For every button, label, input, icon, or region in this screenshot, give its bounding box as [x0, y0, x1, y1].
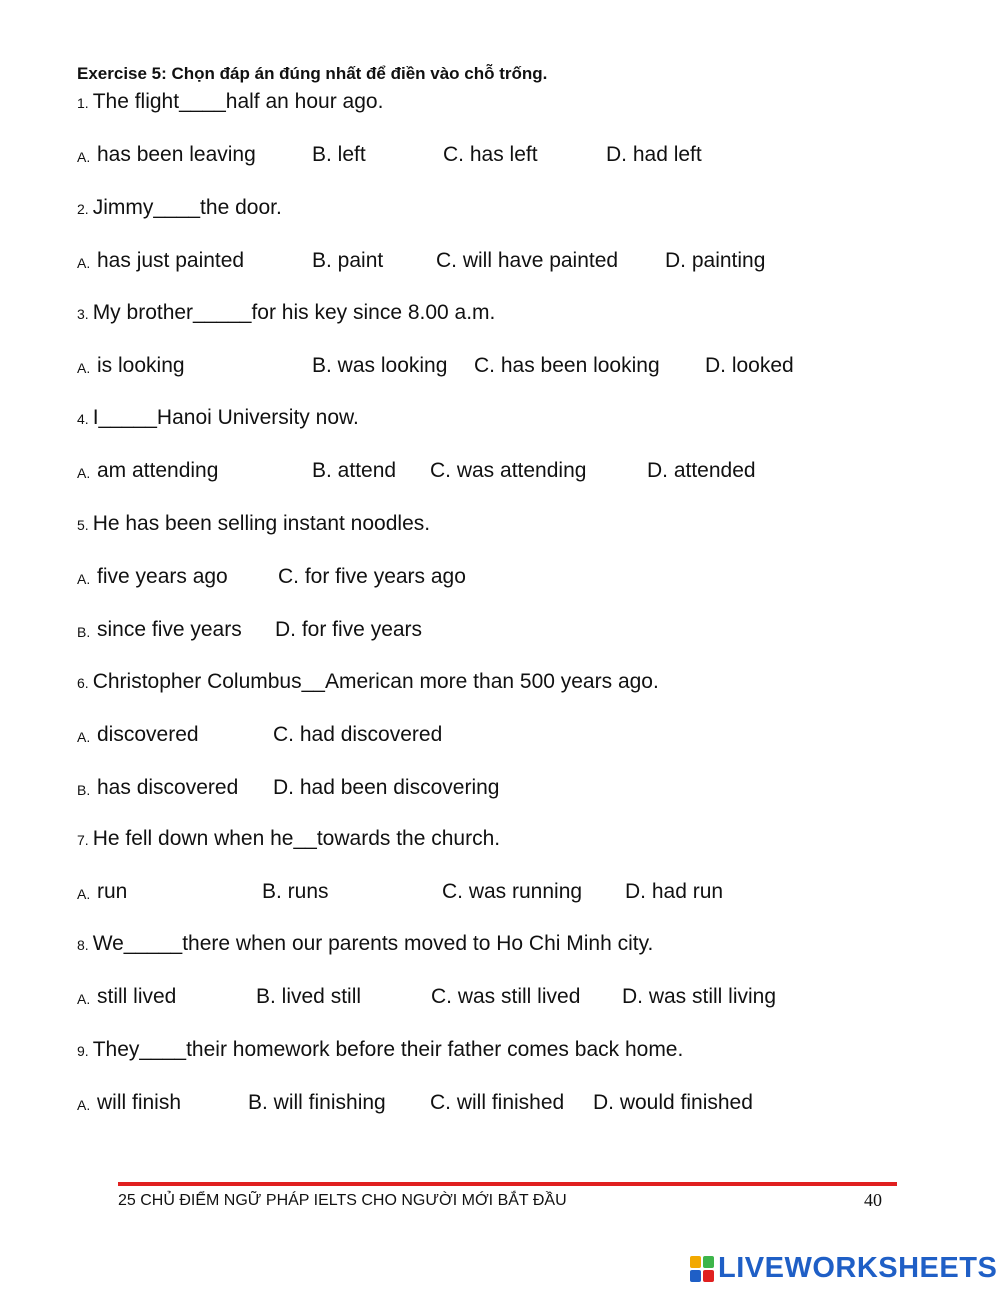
answer-option: D. had left	[606, 143, 702, 166]
option-letter: A.	[77, 255, 91, 271]
option-letter: A.	[77, 465, 91, 481]
question-number: 2.	[77, 201, 89, 217]
question-number: 5.	[77, 517, 89, 533]
option-letter: A.	[77, 886, 91, 902]
liveworksheets-logo-icon	[690, 1256, 714, 1282]
answer-option: B. lived still	[256, 985, 362, 1008]
question-9	[77, 1038, 683, 1062]
answer-option: C. was attending	[430, 459, 587, 482]
answer-option: C. had discovered	[273, 723, 443, 746]
question-number: 9.	[77, 1043, 89, 1059]
answer-option: still lived	[97, 985, 177, 1008]
option-letter: A.	[77, 360, 91, 376]
question-text: We_____there when our parents moved to Ho Chi Minh city.	[92, 932, 654, 955]
question-number: 6.	[77, 675, 89, 691]
answer-option: discovered	[97, 723, 199, 746]
answer-option: B. left	[312, 143, 366, 166]
question-number: 4.	[77, 411, 89, 427]
answer-option: B. will finishing	[248, 1091, 386, 1114]
answer-option: will finish	[97, 1091, 182, 1114]
question-text: My brother_____for his key since 8.00 a.m.	[92, 301, 496, 324]
answer-option: D. painting	[665, 249, 766, 272]
answer-option: C. for five years ago	[278, 565, 466, 588]
page-number: 40	[864, 1190, 882, 1210]
question-number: 8.	[77, 937, 89, 953]
answer-option: D. was still living	[622, 985, 777, 1008]
question-text: He fell down when he__towards the church.	[92, 827, 501, 850]
question-text: They____their homework before their father comes back home.	[92, 1038, 684, 1061]
question-text: I_____Hanoi University now.	[92, 406, 359, 429]
question-8	[77, 932, 653, 956]
answer-option: C. will finished	[430, 1091, 565, 1114]
answer-option: is looking	[97, 354, 185, 377]
option-letter: A.	[77, 571, 91, 587]
liveworksheets-logo	[690, 1252, 997, 1285]
answer-option: C. has been looking	[474, 354, 660, 377]
answer-option: B. was looking	[312, 354, 448, 377]
answer-option: C. was still lived	[431, 985, 581, 1008]
answer-option: run	[97, 880, 128, 903]
question-1	[77, 90, 383, 114]
option-letter: A.	[77, 729, 91, 745]
answer-option: has discovered	[97, 776, 239, 799]
answer-option: has been leaving	[97, 143, 256, 166]
question-text: Jimmy____the door.	[92, 196, 282, 219]
option-letter: A.	[77, 1097, 91, 1113]
question-7	[77, 827, 500, 851]
question-text: The flight____half an hour ago.	[92, 90, 384, 113]
question-4	[77, 406, 359, 430]
question-2	[77, 196, 282, 220]
answer-option: C. has left	[443, 143, 538, 166]
question-number: 1.	[77, 95, 89, 111]
answer-option: D. had been discovering	[273, 776, 500, 799]
answer-option: D. attended	[647, 459, 756, 482]
option-letter: A.	[77, 149, 91, 165]
question-number: 3.	[77, 306, 89, 322]
question-5	[77, 512, 430, 536]
question-text: He has been selling instant noodles.	[92, 512, 431, 535]
question-text: Christopher Columbus__American more than 500 years ago.	[92, 670, 659, 693]
answer-option: B. runs	[262, 880, 329, 903]
footer-book-title: 25 CHỦ ĐIỂM NGỮ PHÁP IELTS CHO NGƯỜI MỚI BẮT ĐẦU	[118, 1192, 567, 1209]
answer-option: since five years	[97, 618, 242, 641]
exercise-title: Exercise 5: Chọn đáp án đúng nhất để điền vào chỗ trống.	[77, 64, 548, 83]
option-letter: A.	[77, 991, 91, 1007]
answer-option: D. would finished	[593, 1091, 753, 1114]
option-letter: B.	[77, 624, 91, 640]
answer-option: has just painted	[97, 249, 245, 272]
question-3	[77, 301, 495, 325]
answer-option: C. will have painted	[436, 249, 619, 272]
answer-option: D. looked	[705, 354, 794, 377]
answer-option: D. had run	[625, 880, 724, 903]
answer-option: B. paint	[312, 249, 384, 272]
answer-option: C. was running	[442, 880, 583, 903]
answer-option: B. attend	[312, 459, 397, 482]
question-6	[77, 670, 659, 694]
question-number: 7.	[77, 832, 89, 848]
answer-option: am attending	[97, 459, 219, 482]
footer-divider	[118, 1182, 897, 1186]
answer-option: five years ago	[97, 565, 228, 588]
option-letter: B.	[77, 782, 91, 798]
liveworksheets-logo-text: LIVEWORKSHEETS	[718, 1252, 998, 1284]
answer-option: D. for five years	[275, 618, 423, 641]
